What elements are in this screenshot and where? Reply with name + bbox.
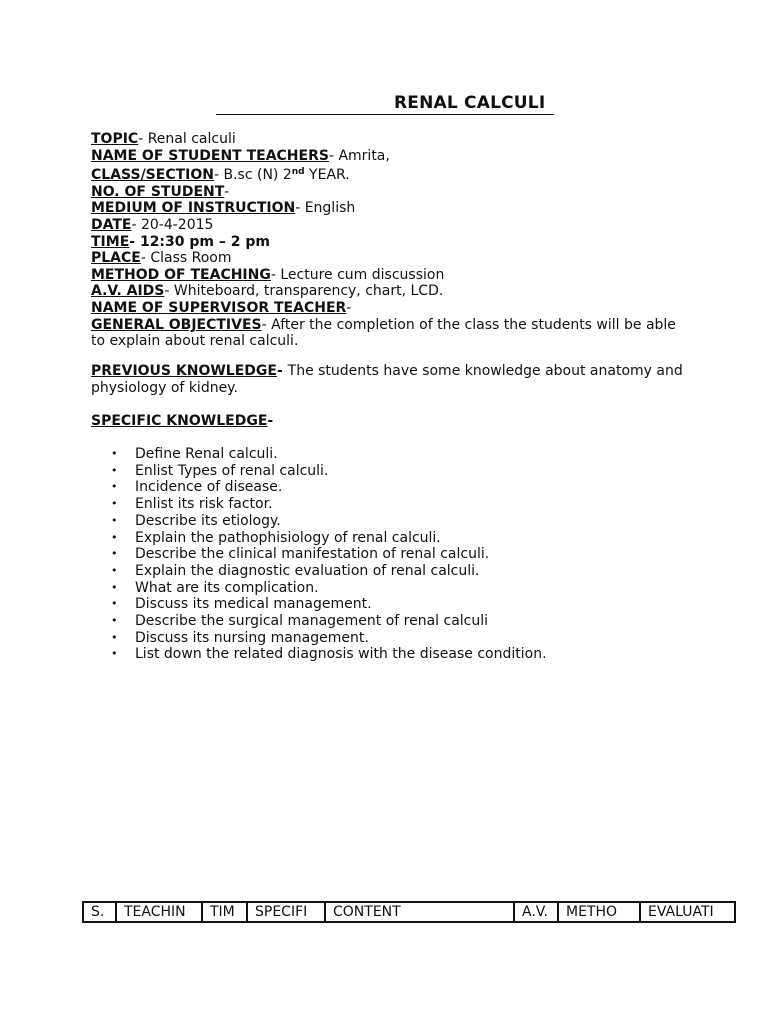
list-item xyxy=(111,446,547,463)
place-label: PLACE xyxy=(91,250,141,267)
students-value: - xyxy=(224,183,230,200)
list-item-text: Enlist its risk factor. xyxy=(135,496,273,513)
table-header-cell: METHO xyxy=(558,902,640,922)
list-item-text: What are its complication. xyxy=(135,579,319,596)
previous-knowledge-dash: - xyxy=(276,363,288,379)
teachers-row xyxy=(91,148,691,165)
list-item xyxy=(111,546,547,563)
list-item-text: Incidence of disease. xyxy=(135,479,283,496)
class-row xyxy=(91,164,691,184)
supervisor-label: NAME OF SUPERVISOR TEACHER xyxy=(91,299,347,316)
list-item xyxy=(111,630,547,647)
method-label: METHOD OF TEACHING xyxy=(91,266,271,283)
objectives-row xyxy=(91,317,691,350)
bullet-icon: • xyxy=(111,630,118,644)
bullet-icon: • xyxy=(111,647,118,661)
specific-knowledge-dash: - xyxy=(267,413,274,429)
list-item-text: Discuss its nursing management. xyxy=(135,629,369,646)
previous-knowledge-value: The students have some knowledge about anatomy and physiology of kidney. xyxy=(91,363,683,396)
class-value-after: YEAR. xyxy=(304,167,350,184)
place-value: - Class Room xyxy=(140,250,232,267)
previous-knowledge-label: PREVIOUS KNOWLEDGE xyxy=(91,363,277,379)
table-header-row xyxy=(83,902,735,922)
bullet-icon: • xyxy=(111,513,118,527)
specific-knowledge-label: SPECIFIC KNOWLEDGE xyxy=(91,413,268,429)
list-item xyxy=(111,646,547,663)
table-header-cell: TIM xyxy=(202,902,247,922)
table-header-cell: S. xyxy=(83,902,116,922)
bullet-icon: • xyxy=(111,530,118,544)
table-header-cell: EVALUATI xyxy=(640,902,735,922)
bullet-icon: • xyxy=(111,563,118,577)
list-item xyxy=(111,496,547,513)
table-header-cell: CONTENT xyxy=(325,902,514,922)
lesson-info xyxy=(91,131,691,350)
topic-value: - Renal calculi xyxy=(138,131,236,147)
bullet-icon: • xyxy=(111,597,118,611)
list-item-text: Discuss its medical management. xyxy=(135,596,372,613)
specific-knowledge xyxy=(91,413,691,430)
method-row xyxy=(91,267,691,284)
students-label: NO. OF STUDENT xyxy=(91,183,225,200)
bullet-icon: • xyxy=(111,463,118,477)
list-item xyxy=(111,580,547,597)
document-title xyxy=(216,92,554,115)
list-item-text: Enlist Types of renal calculi. xyxy=(135,462,329,479)
list-item xyxy=(111,479,547,496)
teachers-label: NAME OF STUDENT TEACHERS xyxy=(91,147,329,164)
topic-row xyxy=(91,131,691,148)
date-value: - 20-4-2015 xyxy=(131,216,214,233)
objectives-value: - After the completion of the class the students will be able to explain about renal calculi. xyxy=(91,316,676,350)
topic-label: TOPIC xyxy=(91,131,139,147)
list-item xyxy=(111,513,547,530)
teachers-value: - Amrita, xyxy=(328,147,390,164)
av-aids-row xyxy=(91,283,691,300)
lesson-plan-table xyxy=(82,901,736,923)
list-item xyxy=(111,613,547,630)
list-item-text: List down the related diagnosis with the disease condition. xyxy=(135,646,547,663)
supervisor-value: - xyxy=(346,299,352,316)
list-item xyxy=(111,463,547,480)
class-value: - B.sc (N) 2 xyxy=(213,167,292,184)
list-item-text: Describe the surgical management of renal calculi xyxy=(135,613,489,630)
bullet-icon: • xyxy=(111,497,118,511)
bullet-icon: • xyxy=(111,480,118,494)
av-aids-value: - Whiteboard, transparency, chart, LCD. xyxy=(164,283,444,300)
class-superscript: nd xyxy=(291,167,305,178)
date-label: DATE xyxy=(91,216,132,233)
bullet-icon: • xyxy=(111,447,118,460)
table-header-cell: A.V. xyxy=(514,902,558,922)
list-item xyxy=(111,530,547,547)
time-value: - 12:30 pm – 2 pm xyxy=(129,233,270,250)
objectives-label: GENERAL OBJECTIVES xyxy=(91,316,262,333)
list-item-text: Describe its etiology. xyxy=(135,512,281,529)
time-row xyxy=(91,234,691,251)
table-header-cell: SPECIFI xyxy=(247,902,325,922)
list-item-text: Explain the pathophisiology of renal calculi. xyxy=(135,529,441,546)
class-label: CLASS/SECTION xyxy=(91,167,214,184)
av-aids-label: A.V. AIDS xyxy=(91,283,165,300)
method-value: - Lecture cum discussion xyxy=(270,266,445,283)
bullet-icon: • xyxy=(111,547,118,561)
medium-row xyxy=(91,200,691,217)
time-label: TIME xyxy=(91,233,130,250)
list-item xyxy=(111,596,547,613)
specific-objectives-list xyxy=(111,446,547,663)
medium-label: MEDIUM OF INSTRUCTION xyxy=(91,200,296,217)
bullet-icon: • xyxy=(111,580,118,594)
list-item-text: Define Renal calculi. xyxy=(135,446,278,462)
list-item-text: Explain the diagnostic evaluation of renal calculi. xyxy=(135,562,480,579)
table-header-cell: TEACHIN xyxy=(116,902,202,922)
bullet-icon: • xyxy=(111,614,118,628)
list-item xyxy=(111,563,547,580)
supervisor-row xyxy=(91,300,691,317)
date-row xyxy=(91,217,691,234)
previous-knowledge xyxy=(91,363,691,396)
list-item-text: Describe the clinical manifestation of renal calculi. xyxy=(135,546,490,563)
document-title-text: RENAL CALCULI xyxy=(394,93,546,113)
place-row xyxy=(91,250,691,267)
students-row xyxy=(91,184,691,201)
medium-value: - English xyxy=(295,200,356,217)
